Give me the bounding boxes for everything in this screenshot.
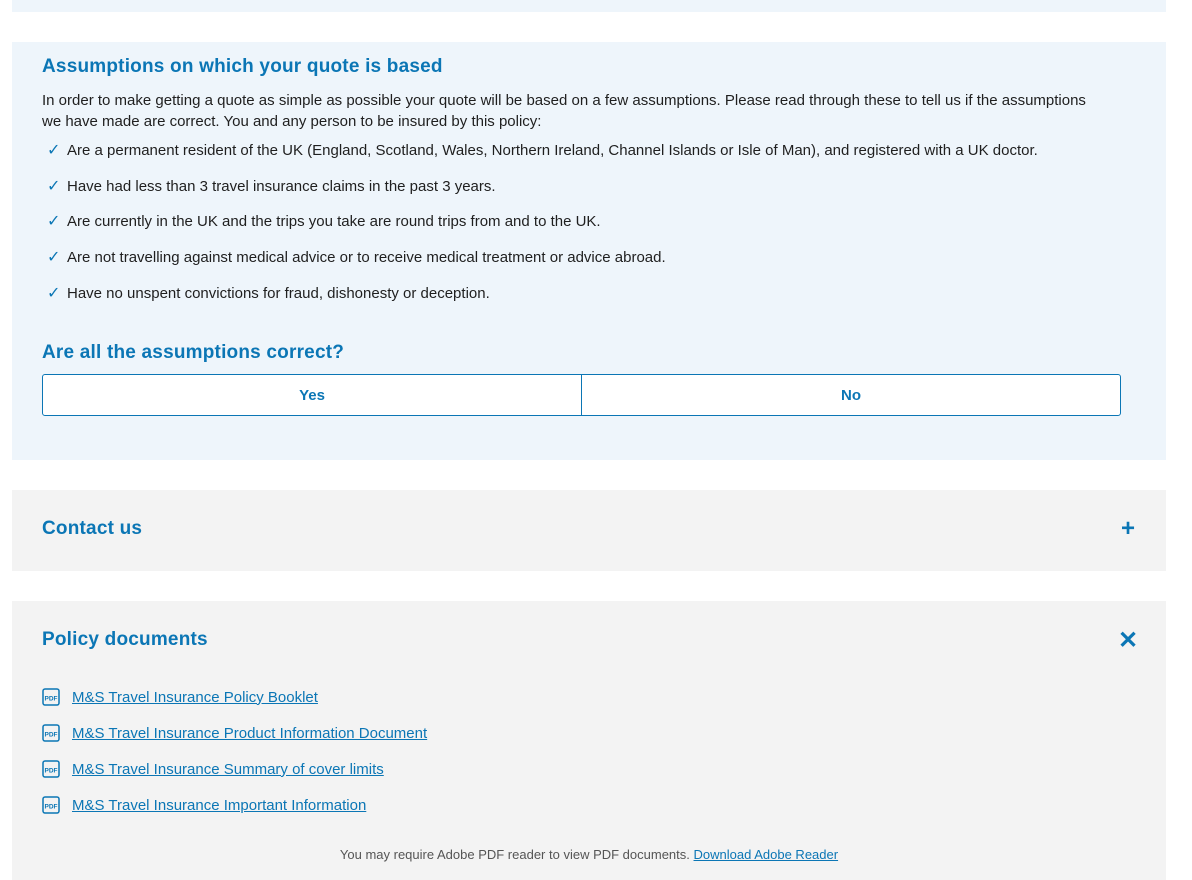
- pdf-icon: [42, 760, 60, 778]
- assumption-text: Are currently in the UK and the trips you take are round trips from and to the UK.: [67, 213, 601, 231]
- pdf-icon: [42, 724, 60, 742]
- assumption-text: Are a permanent resident of the UK (England, Scotland, Wales, Northern Ireland, Channel Islands or Isle of Man), and registered with a UK doctor.: [67, 142, 1038, 159]
- list-item: [42, 787, 427, 823]
- check-icon: ✓: [47, 284, 61, 302]
- previous-section-bottom: [12, 0, 1166, 12]
- list-item: [42, 679, 427, 715]
- pdf-icon: [42, 796, 60, 814]
- pdf-reader-note: [12, 847, 1166, 862]
- policy-title: Policy documents: [42, 629, 208, 650]
- assumptions-intro: In order to make getting a quote as simple as possible your quote will be based on a few assumptions. Please read through these to tell us if the assumptions we have made are correct. You and any person to be insured by this policy:: [42, 92, 1086, 130]
- contact-title: Contact us: [42, 518, 143, 539]
- list-item: [42, 247, 1136, 283]
- check-icon: ✓: [47, 213, 61, 231]
- assumption-text: Are not travelling against medical advice or to receive medical treatment or advice abroad.: [67, 249, 666, 267]
- assumptions-section: [12, 42, 1166, 460]
- assumption-text: Have had less than 3 travel insurance claims in the past 3 years.: [67, 177, 496, 195]
- assumptions-answer-toggle: [42, 374, 1121, 416]
- svg-text:PDF: PDF: [44, 731, 58, 739]
- yes-button[interactable]: Yes: [299, 386, 325, 404]
- close-icon[interactable]: ✕: [1117, 626, 1139, 654]
- list-item: [42, 715, 427, 751]
- list-item: [42, 283, 1136, 319]
- assumptions-list: [42, 140, 1136, 318]
- assumptions-title: Assumptions on which your quote is based: [42, 56, 443, 77]
- svg-text:PDF: PDF: [44, 767, 58, 775]
- assumptions-question: Are all the assumptions correct?: [42, 342, 345, 364]
- list-item: [42, 211, 1136, 247]
- svg-text:PDF: PDF: [44, 695, 58, 703]
- list-item: [42, 140, 1136, 176]
- list-item: [42, 176, 1136, 212]
- pdf-note-text: You may require Adobe PDF reader to view PDF documents.: [339, 847, 690, 862]
- important-information-link[interactable]: M&S Travel Insurance Important Information: [72, 796, 367, 814]
- contact-accordion[interactable]: [12, 490, 1166, 571]
- download-adobe-reader-link[interactable]: Download Adobe Reader: [693, 847, 839, 862]
- product-information-link[interactable]: M&S Travel Insurance Product Information Document: [72, 724, 428, 742]
- no-button[interactable]: No: [581, 375, 1120, 415]
- contact-header[interactable]: [42, 515, 1138, 542]
- policy-document-list: [42, 679, 427, 823]
- pdf-icon: [42, 688, 60, 706]
- summary-cover-limits-link[interactable]: M&S Travel Insurance Summary of cover limits: [72, 760, 384, 778]
- expand-plus-icon[interactable]: +: [1120, 515, 1135, 542]
- check-icon: ✓: [47, 249, 61, 267]
- check-icon: ✓: [47, 142, 61, 159]
- svg-text:PDF: PDF: [44, 803, 58, 811]
- policy-header[interactable]: [42, 626, 1139, 654]
- policy-booklet-link[interactable]: M&S Travel Insurance Policy Booklet: [72, 688, 318, 706]
- assumption-text: Have no unspent convictions for fraud, dishonesty or deception.: [67, 284, 490, 302]
- list-item: [42, 751, 427, 787]
- policy-documents-accordion: [12, 601, 1166, 880]
- check-icon: ✓: [47, 177, 61, 195]
